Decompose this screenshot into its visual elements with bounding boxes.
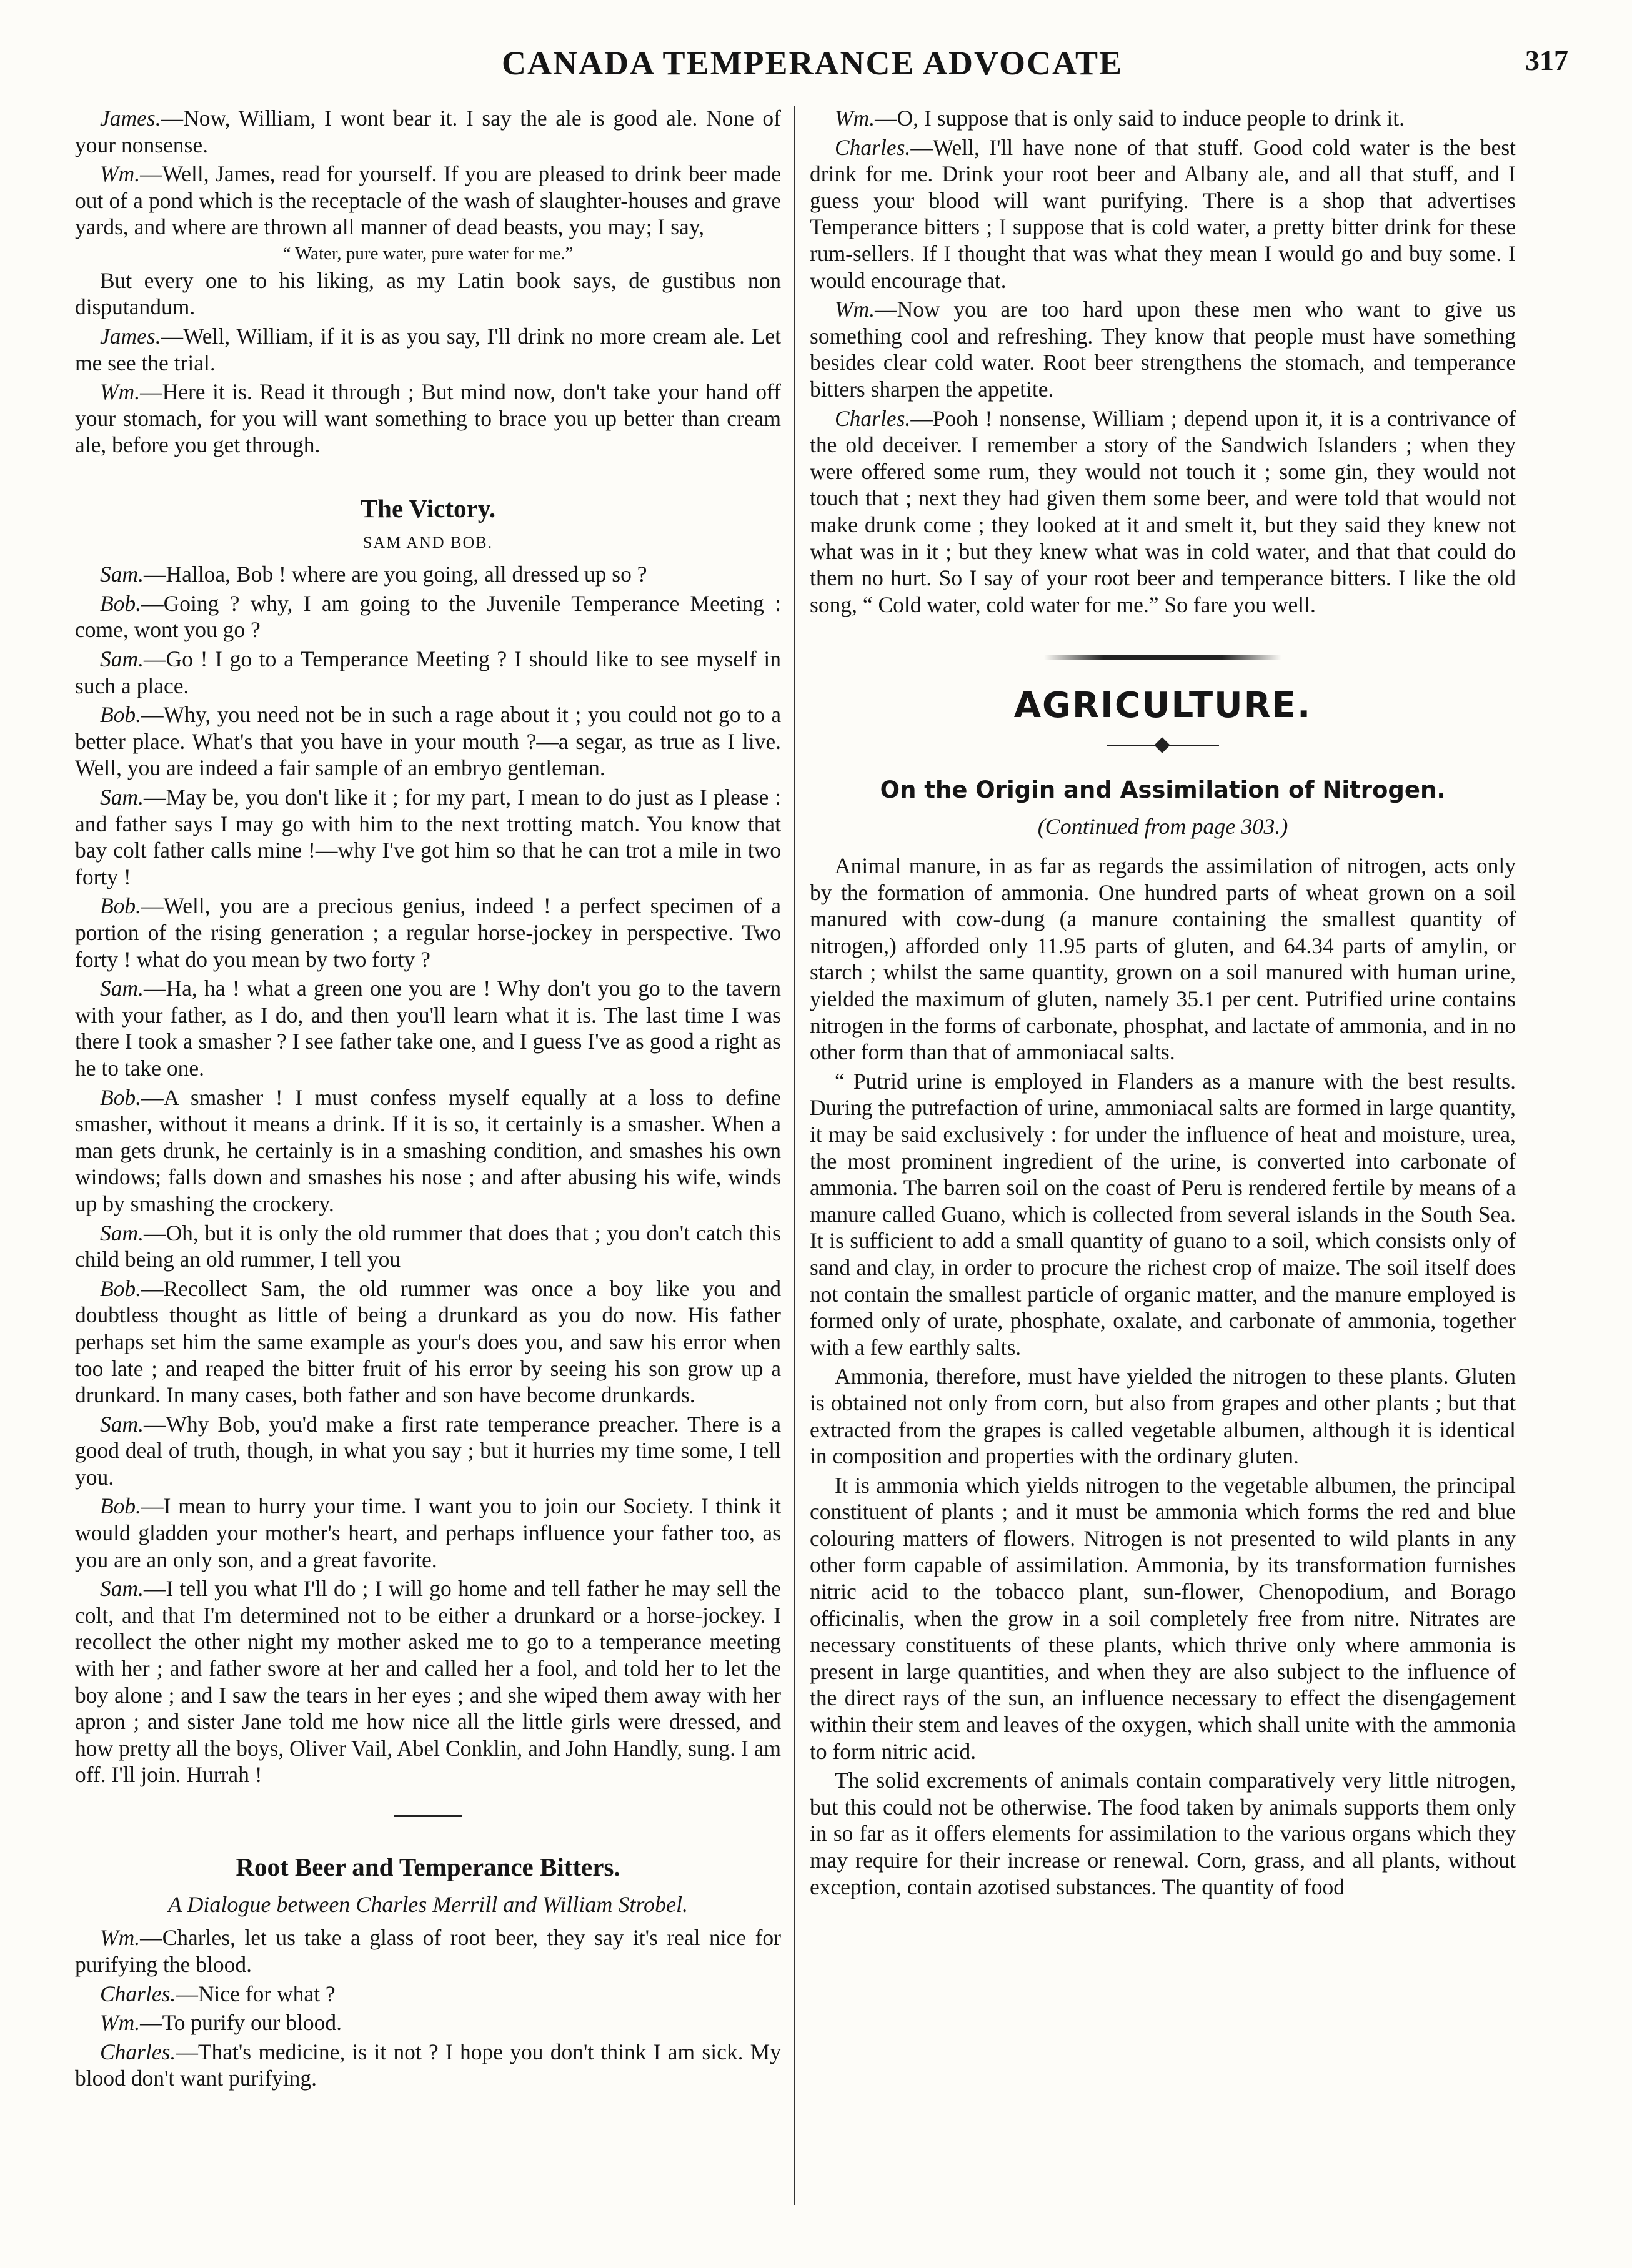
article-title: On the Origin and Assimilation of Nitrogen. — [880, 776, 1446, 804]
ornament-rule — [1107, 739, 1219, 751]
section-rule — [1044, 655, 1281, 660]
article-paragraph: The solid excrements of animals contain comparatively very little nitrogen, but this could not be otherwise. The food taken by animals supports them only in so far as it offers elements for assimilation to the various organs which they may require for their increase or renewal. Corn, grass, and all plants, without exception, contain azotised substances. The quantity of food — [810, 1768, 1516, 1899]
article-paragraph: It is ammonia which yields nitrogen to the vegetable albumen, the principal constituent of plants ; and it must be ammonia which forms the red and blue colouring matters of flowers. Nitrogen is not presented to wild plants in any other form capable of assimilation. Ammonia, by its transformation furnishes nitric acid to the tobacco plant, sun-flower, Chenopodium, and Borago officinalis, when the grow in a soil completely free from nitre. Nitrates are necessary constituents of these plants, which thrive only where ammonia is present in large quantities, and when they are also subject to the influence of the direct rays of the sun, an influence necessary to effect the disengagement within their stem and leaves of the oxygen, which shall unite with the ammonia to form nitric acid. — [810, 1472, 1516, 1764]
left-column — [75, 105, 781, 2094]
dialogue-text: —O, I suppose that is only said to induce people to drink it. — [875, 106, 1405, 131]
dialogue-line — [75, 1084, 781, 1217]
dialogue-line — [75, 893, 781, 973]
continued-note: (Continued from page 303.) — [1037, 813, 1288, 839]
intro-dialogue — [75, 105, 781, 240]
dialogue-text: —That's medicine, is it not ? I hope you don't think I am sick. My blood don't want purifying. — [75, 2039, 781, 2091]
victory-title: The Victory. — [360, 493, 496, 523]
dialogue-text: —I tell you what I'll do ; I will go home and tell father he may sell the colt, and that I'm determined not to be either a drunkard or a horse-jockey. I recollect the other night my mother asked me to go to a temperance meeting with her ; and father swore at her and called her a fool, and told her to let the boy alone ; and I saw the tears in her eyes ; and she wiped them away with her apron ; and sister Jane told me how nice all the little girls were dressed, and how pretty all the boys, Oliver Vail, Abel Conklin, and John Handly, sung. I am off. I'll join. Hurrah ! — [75, 1576, 781, 1788]
speaker-name: Bob. — [100, 590, 142, 616]
dialogue-text: —Ha, ha ! what a green one you are ! Why don't you go to the tavern with your father, as I do, and then you'll learn what it is. The last time I was there I took a smasher ? I see father take one, and I guess I've as good a right as he to take one. — [75, 976, 781, 1081]
article-paragraph: Animal manure, in as far as regards the assimilation of nitrogen, acts only by the formation of ammonia. One hundred parts of wheat grown on a soil manured with cow-dung (a manure containing the smallest quantity of nitrogen,) afforded only 11.95 parts of gluten, and 64.34 parts of amylin, or starch ; whilst the same quantity, grown on a soil manured with human urine, yielded the maximum of gluten, namely 35.1 per cent. Putrified urine contains nitrogen in the forms of carbonate, phosphat, and lactate of ammonia, and in no other form than that of ammoniacal salts. — [810, 853, 1516, 1065]
root-beer-dialogue — [75, 1924, 781, 2092]
speaker-name: Wm. — [835, 297, 875, 322]
dialogue-text: —Halloa, Bob ! where are you going, all dressed up so ? — [144, 562, 647, 587]
dialogue-line — [810, 405, 1516, 618]
speaker-name: Charles. — [100, 2039, 176, 2064]
dialogue-text: —A smasher ! I must confess myself equally at a loss to define smasher, without it means a drink. If it is so, it certainly is a smasher. When a man gets drunk, he certainly is in a smashing condition, and smashes his own windows; falls down and smashes his nose ; and after abusing his wife, winds up by smashing the crockery. — [75, 1084, 781, 1216]
dialogue-line — [810, 105, 1516, 132]
dialogue-line — [75, 1575, 781, 1788]
dialogue-text: —Here it is. Read it through ; But mind now, don't take your hand off your stomach, for you will want something to brace you up better than cream ale, before you get through. — [75, 379, 781, 458]
dialogue-text: But every one to his liking, as my Latin book says, de gustibus non disputandum. — [75, 267, 781, 320]
root-beer-subtitle: A Dialogue between Charles Merrill and William Strobel. — [168, 1892, 688, 1918]
page-number: 317 — [1525, 44, 1568, 76]
dialogue-text: —Oh, but it is only the old rummer that does that ; you don't catch this child being an old rummer, I tell you — [75, 1220, 781, 1272]
dialogue-line — [75, 701, 781, 781]
article-paragraph: Ammonia, therefore, must have yielded the nitrogen to these plants. Gluten is obtained not only from corn, but also from grapes and other plants ; but that extracted from the grapes is called vegetable albumen, although it is identical in composition and properties with the ordinary gluten. — [810, 1364, 1516, 1469]
speaker-name: Sam. — [100, 1220, 144, 1245]
intro-dialogue-continued — [75, 267, 781, 458]
dialogue-line — [75, 2039, 781, 2092]
speaker-name: Bob. — [100, 1084, 142, 1110]
speaker-name: Sam. — [100, 785, 144, 810]
dialogue-line — [75, 646, 781, 699]
article-body — [810, 853, 1516, 1900]
speaker-name: Charles. — [835, 134, 911, 160]
dialogue-line — [75, 1411, 781, 1491]
dialogue-line — [75, 1275, 781, 1409]
dialogue-text: —Why, you need not be in such a rage about it ; you could not go to a better place. What's that you have in your mouth ?—a segar, as true as I live. Well, you are indeed a fair sample of an embryo gentleman. — [75, 702, 781, 781]
dialogue-line — [75, 1493, 781, 1573]
agriculture-heading: AGRICULTURE. — [1013, 685, 1312, 726]
dialogue-text: —Well, James, read for yourself. If you are pleased to drink beer made out of a pond which is the receptacle of the wash of slaughter-houses and grave yards, and where are thrown all manner of dead beasts, you may; I say, — [75, 161, 781, 240]
speaker-name: Sam. — [100, 976, 144, 1001]
speaker-name: James. — [100, 106, 161, 131]
page-title: CANADA TEMPERANCE ADVOCATE — [502, 44, 1123, 82]
root-beer-title: Root Beer and Temperance Bitters. — [236, 1853, 620, 1882]
poem-line: “ Water, pure water, pure water for me.” — [282, 243, 574, 264]
speaker-name: Wm. — [835, 106, 875, 131]
dialogue-line — [810, 296, 1516, 402]
dialogue-text: —Go ! I go to a Temperance Meeting ? I should like to see myself in such a place. — [75, 646, 781, 698]
dialogue-text: —Recollect Sam, the old rummer was once a boy like you and doubtless thought as little of being a drunkard as you do now. His father perhaps set him the same example as your's does you, and saw his error when too late ; and reaped the bitter fruit of his error by seeing his son grow up a drunkard. In many cases, both father and son have become drunkards. — [75, 1275, 781, 1408]
dialogue-line — [75, 1924, 781, 1978]
dialogue-text: —Pooh ! nonsense, William ; depend upon it, it is a contrivance of the old deceiver. I remember a story of the Sandwich Islanders ; when they were offered some rum, they would not touch it ; some gin, they would not touch that ; next they had given them some beer, and were told that would not make drunk come ; they looked at it and smelt it, but they said they knew not what was in it ; but they knew what was in cold water, and that that could do them no hurt. So I say of your root beer and temperance bitters. I like the old song, “ Cold water, cold water for me.” So fare you well. — [810, 405, 1516, 617]
dialogue-text: —To purify our blood. — [140, 2010, 342, 2036]
dialogue-line — [75, 784, 781, 890]
dialogue-line — [75, 379, 781, 458]
diamond-icon — [1154, 738, 1170, 753]
speaker-name: Sam. — [100, 646, 144, 672]
dialogue-text: —Well, I'll have none of that stuff. Good cold water is the best drink for me. Drink your root beer and Albany ale, and all that stuff, and I guess your blood will want purifying. There is a shop that advertises Temperance bitters ; I suppose that is cold water, a pretty bitter drink for these rum-sellers. If I thought that was what they mean I would go and buy some. I would encourage that. — [810, 134, 1516, 293]
dialogue-text: —Now, William, I wont bear it. I say the ale is good ale. None of your nonsense. — [75, 106, 781, 157]
dialogue-line — [75, 561, 781, 588]
page-header — [56, 44, 1568, 87]
dialogue-text: —Nice for what ? — [176, 1981, 336, 2006]
speaker-name: Wm. — [100, 2010, 141, 2036]
dialogue-line — [75, 975, 781, 1081]
speaker-name: Charles. — [100, 1981, 176, 2006]
dialogue-line — [75, 1981, 781, 2008]
dialogue-line — [75, 1220, 781, 1273]
dialogue-text: —Why Bob, you'd make a first rate temperance preacher. There is a good deal of truth, though, in what you say ; but it hurries my time some, I tell you. — [75, 1411, 781, 1490]
speaker-name: Wm. — [100, 161, 141, 187]
section-separator — [394, 1815, 462, 1817]
speaker-name: Sam. — [100, 562, 144, 587]
dialogue-text: —I mean to hurry your time. I want you to join our Society. I think it would gladden your mother's heart, and perhaps influence your father too, as you are an only son, and a great favorite. — [75, 1493, 781, 1572]
right-column — [810, 105, 1516, 1903]
dialogue-line — [75, 2009, 781, 2036]
dialogue-line — [810, 134, 1516, 294]
column-divider — [794, 106, 795, 2205]
dialogue-text: —Going ? why, I am going to the Juvenile Temperance Meeting : come, wont you go ? — [75, 590, 781, 643]
victory-dialogue — [75, 561, 781, 1788]
dialogue-line — [75, 161, 781, 240]
dialogue-text: —Well, you are a precious genius, indeed ! a perfect specimen of a portion of the rising generation ; a regular horse-jockey in perspective. Two forty ! what do you mean by two forty ? — [75, 893, 781, 972]
speaker-name: Sam. — [100, 1576, 144, 1602]
dialogue-text: —Now you are too hard upon these men who want to give us something cool and refreshing. They know that people must have something besides clear cold water. Root beer strengthens the stomach, and temperance bitters sharpen the appetite. — [810, 297, 1516, 402]
speaker-name: Wm. — [100, 379, 141, 405]
dialogue-line — [75, 267, 781, 320]
victory-byline: SAM AND BOB. — [362, 533, 494, 552]
speaker-name: James. — [100, 323, 161, 349]
speaker-name: Charles. — [835, 405, 911, 431]
article-paragraph: “ Putrid urine is employed in Flanders as a manure with the best results. During the putrefaction of urine, ammoniacal salts are formed in large quantity, it may be said exclusively : for under the influence of heat and moisture, urea, the most prominent ingredient of the urine, is converted into carbonate of ammonia. The barren soil on the coast of Peru is rendered fertile by means of a manure called Guano, which is collected from several islands in the South Sea. It is sufficient to add a small quantity of guano to a soil, which consists only of sand and clay, in order to procure the richest crop of maize. The soil itself does not contain the smallest particle of organic matter, and the manure employed is formed only of urate, phosphate, oxalate, and carbonate of ammonia, together with a few earthly salts. — [810, 1068, 1516, 1360]
speaker-name: Bob. — [100, 893, 142, 919]
root-beer-dialogue-continued — [810, 105, 1516, 618]
speaker-name: Bob. — [100, 702, 142, 728]
speaker-name: Wm. — [100, 1925, 141, 1951]
dialogue-line — [75, 105, 781, 158]
speaker-name: Sam. — [100, 1411, 144, 1437]
dialogue-text: —Charles, let us take a glass of root beer, they say it's real nice for purifying the blood. — [75, 1925, 781, 1977]
dialogue-text: —May be, you don't like it ; for my part, I mean to do just as I please : and father says I may go with him to the next trotting match. You know that bay colt father calls mine !—why I've got him so that he can trot a mile in two forty ! — [75, 785, 781, 889]
dialogue-line — [75, 590, 781, 643]
dialogue-line — [75, 323, 781, 376]
dialogue-text: —Well, William, if it is as you say, I'll drink no more cream ale. Let me see the trial. — [75, 323, 781, 375]
speaker-name: Bob. — [100, 1275, 142, 1301]
speaker-name: Bob. — [100, 1493, 142, 1519]
